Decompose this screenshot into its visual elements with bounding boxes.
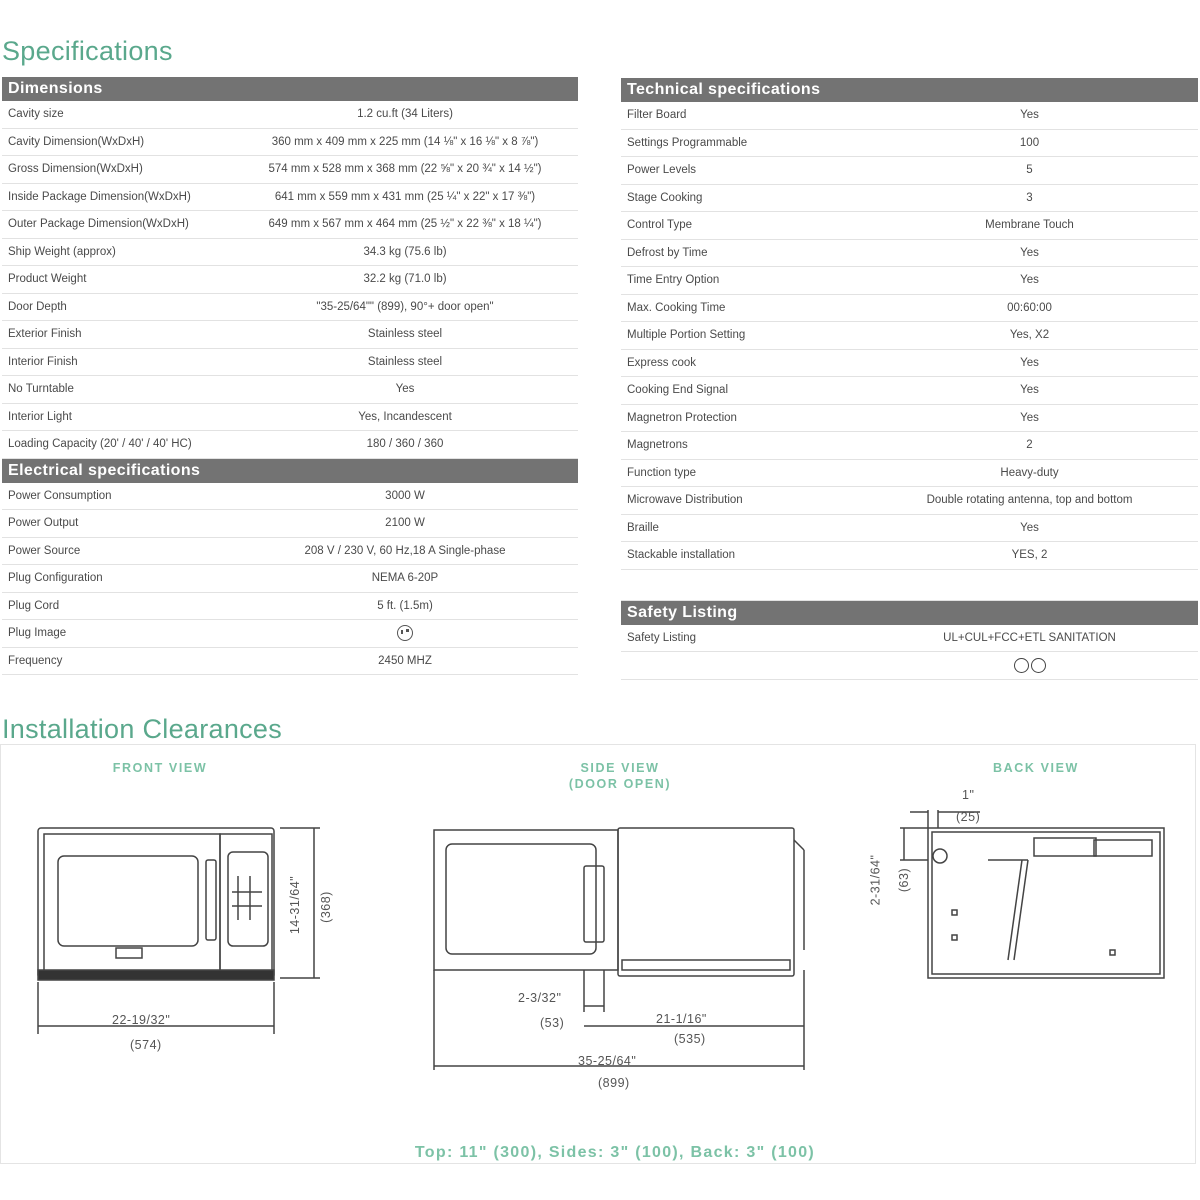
spec-value: 641 mm x 559 mm x 431 mm (25 ¼" x 22" x 17 ⅜") <box>232 183 578 211</box>
spec-row <box>621 542 1198 570</box>
spec-value: 574 mm x 528 mm x 368 mm (22 ⅝" x 20 ¾" x 14 ½") <box>232 156 578 184</box>
side-total-mm: (899) <box>598 1076 630 1090</box>
spec-row <box>2 483 578 510</box>
spec-value: 2 <box>861 432 1198 460</box>
spec-value: YES, 2 <box>861 542 1198 570</box>
plug-icon <box>397 625 413 641</box>
spec-row <box>2 321 578 349</box>
front-height-dimension: 14-31/64" <box>288 875 303 935</box>
back-height-mm: (63) <box>897 867 912 893</box>
spec-label: Control Type <box>621 212 861 240</box>
spec-label: Time Entry Option <box>621 267 861 295</box>
ul-certification-logos-icon <box>1014 658 1046 673</box>
spec-label: Plug Image <box>2 620 232 648</box>
spec-value: 360 mm x 409 mm x 225 mm (14 ⅛" x 16 ⅛" x 8 ⅞") <box>232 128 578 156</box>
section-header <box>621 600 1198 625</box>
spec-row <box>2 647 578 675</box>
spec-value: Yes, Incandescent <box>232 403 578 431</box>
spec-value: Yes <box>861 404 1198 432</box>
spec-label: Power Output <box>2 510 232 538</box>
spec-value: 5 ft. (1.5m) <box>232 592 578 620</box>
spacer-row <box>621 569 1198 600</box>
spec-value: 100 <box>861 129 1198 157</box>
section-header <box>2 77 578 101</box>
specifications-title: Specifications <box>2 36 173 66</box>
spec-value: Double rotating antenna, top and bottom <box>861 487 1198 515</box>
spec-row <box>621 625 1198 652</box>
spec-label: Interior Light <box>2 403 232 431</box>
spec-row <box>2 592 578 620</box>
spec-label: Plug Cord <box>2 592 232 620</box>
section-header <box>621 78 1198 102</box>
spec-label: Cooking End Signal <box>621 377 861 405</box>
spec-value: 180 / 360 / 360 <box>232 431 578 459</box>
spec-value: 2450 MHZ <box>232 647 578 675</box>
spec-value: Membrane Touch <box>861 212 1198 240</box>
spec-row <box>621 377 1198 405</box>
spec-label: Magnetrons <box>621 432 861 460</box>
side-view-title: SIDE VIEW <box>580 761 660 775</box>
spec-label: Interior Finish <box>2 348 232 376</box>
spec-row <box>621 212 1198 240</box>
spacer-cell <box>621 569 1198 600</box>
side-view-label <box>540 760 700 792</box>
section-header-label: Technical specifications <box>621 78 1198 102</box>
empty-cell <box>621 652 861 680</box>
front-width-mm: (574) <box>130 1038 162 1052</box>
spec-value: Yes <box>861 514 1198 542</box>
spec-value: Stainless steel <box>232 321 578 349</box>
spec-label: Power Source <box>2 537 232 565</box>
spec-row <box>2 293 578 321</box>
side-protrusion-mm: (53) <box>540 1016 565 1030</box>
spec-row <box>621 459 1198 487</box>
spec-row <box>2 266 578 294</box>
spec-value: 5 <box>861 157 1198 185</box>
back-offset-dimension: 1" <box>962 788 975 802</box>
installation-title: Installation Clearances <box>2 714 283 744</box>
spec-value: 1.2 cu.ft (34 Liters) <box>232 101 578 128</box>
back-offset-mm: (25) <box>956 810 981 824</box>
side-total-dimension: 35-25/64" <box>578 1054 637 1068</box>
ul-logo-icon <box>1031 658 1046 673</box>
plug-image-cell <box>232 620 578 648</box>
spec-value: 34.3 kg (75.6 lb) <box>232 238 578 266</box>
spec-row <box>621 294 1198 322</box>
spec-value: 208 V / 230 V, 60 Hz,18 A Single-phase <box>232 537 578 565</box>
spec-label: No Turntable <box>2 376 232 404</box>
back-height-dimension: 2-31/64" <box>868 854 883 906</box>
spec-row <box>621 349 1198 377</box>
ul-logo-icon <box>1014 658 1029 673</box>
back-view-drawing <box>880 800 1180 1000</box>
front-height-mm: (368) <box>318 891 333 923</box>
spec-row <box>621 487 1198 515</box>
back-view-label: BACK VIEW <box>993 761 1079 775</box>
spec-row <box>2 238 578 266</box>
spec-value: Yes <box>861 239 1198 267</box>
spec-row <box>2 128 578 156</box>
spec-row <box>2 348 578 376</box>
spec-row <box>2 431 578 459</box>
spec-label: Stackable installation <box>621 542 861 570</box>
certification-logos-row <box>621 652 1198 680</box>
section-header-label: Dimensions <box>2 77 578 101</box>
spec-value: Yes <box>232 376 578 404</box>
clearances-note: Top: 11" (300), Sides: 3" (100), Back: 3" (100) <box>414 1144 816 1161</box>
spec-label: Ship Weight (approx) <box>2 238 232 266</box>
spec-row <box>621 432 1198 460</box>
spec-label: Settings Programmable <box>621 129 861 157</box>
spec-value: Stainless steel <box>232 348 578 376</box>
spec-value: Yes, X2 <box>861 322 1198 350</box>
spec-row <box>2 403 578 431</box>
spec-value: Yes <box>861 267 1198 295</box>
spec-row <box>2 620 578 648</box>
spec-label: Microwave Distribution <box>621 487 861 515</box>
spec-label: Max. Cooking Time <box>621 294 861 322</box>
spec-row <box>621 267 1198 295</box>
spec-row <box>2 156 578 184</box>
spec-row <box>2 101 578 128</box>
front-view-label: FRONT VIEW <box>112 761 208 775</box>
spec-value: NEMA 6-20P <box>232 565 578 593</box>
section-header-label: Safety Listing <box>621 600 1198 625</box>
spec-value: 649 mm x 567 mm x 464 mm (25 ½" x 22 ⅜" x 18 ¼") <box>232 211 578 239</box>
front-view-drawing <box>30 820 350 1060</box>
spec-label: Frequency <box>2 647 232 675</box>
side-depth-dimension: 21-1/16" <box>656 1012 707 1026</box>
spec-row <box>621 102 1198 129</box>
spec-label: Door Depth <box>2 293 232 321</box>
spec-value: 3 <box>861 184 1198 212</box>
spec-value: Yes <box>861 377 1198 405</box>
spec-row <box>621 157 1198 185</box>
spec-row <box>621 322 1198 350</box>
spec-value: 00:60:00 <box>861 294 1198 322</box>
spec-value: UL+CUL+FCC+ETL SANITATION <box>861 625 1198 652</box>
spec-row <box>2 565 578 593</box>
spec-label: Filter Board <box>621 102 861 129</box>
spec-value: 2100 W <box>232 510 578 538</box>
section-header <box>2 458 578 483</box>
spec-value: "35-25/64"" (899), 90°+ door open" <box>232 293 578 321</box>
spec-label: Power Consumption <box>2 483 232 510</box>
spec-label: Multiple Portion Setting <box>621 322 861 350</box>
technical-safety-table <box>621 78 1198 680</box>
spec-label: Product Weight <box>2 266 232 294</box>
spec-label: Cavity size <box>2 101 232 128</box>
spec-value: 3000 W <box>232 483 578 510</box>
spec-label: Express cook <box>621 349 861 377</box>
spec-label: Outer Package Dimension(WxDxH) <box>2 211 232 239</box>
side-protrusion-dimension: 2-3/32" <box>518 991 562 1005</box>
spec-label: Plug Configuration <box>2 565 232 593</box>
spec-row <box>621 184 1198 212</box>
spec-value: Heavy-duty <box>861 459 1198 487</box>
spec-label: Cavity Dimension(WxDxH) <box>2 128 232 156</box>
spec-row <box>621 404 1198 432</box>
side-view-subtitle: (DOOR OPEN) <box>568 777 672 791</box>
certification-logos-cell <box>861 652 1198 680</box>
spec-label: Braille <box>621 514 861 542</box>
spec-row <box>2 537 578 565</box>
spec-row <box>2 376 578 404</box>
spec-row <box>2 211 578 239</box>
spec-row <box>621 514 1198 542</box>
spec-value: Yes <box>861 349 1198 377</box>
side-depth-mm: (535) <box>674 1032 706 1046</box>
front-width-dimension: 22-19/32" <box>112 1013 171 1027</box>
spec-value: Yes <box>861 102 1198 129</box>
spec-label: Function type <box>621 459 861 487</box>
spec-label: Magnetron Protection <box>621 404 861 432</box>
spec-label: Stage Cooking <box>621 184 861 212</box>
spec-label: Exterior Finish <box>2 321 232 349</box>
spec-label: Power Levels <box>621 157 861 185</box>
spec-value: 32.2 kg (71.0 lb) <box>232 266 578 294</box>
spec-label: Defrost by Time <box>621 239 861 267</box>
spec-label: Gross Dimension(WxDxH) <box>2 156 232 184</box>
spec-label: Inside Package Dimension(WxDxH) <box>2 183 232 211</box>
spec-row <box>621 129 1198 157</box>
section-header-label: Electrical specifications <box>2 458 578 483</box>
spec-row <box>621 239 1198 267</box>
dimensions-electrical-table <box>2 77 578 675</box>
spec-label: Safety Listing <box>621 625 861 652</box>
spec-label: Loading Capacity (20' / 40' / 40' HC) <box>2 431 232 459</box>
spec-row <box>2 183 578 211</box>
side-view-drawing <box>428 820 818 1080</box>
spec-row <box>2 510 578 538</box>
